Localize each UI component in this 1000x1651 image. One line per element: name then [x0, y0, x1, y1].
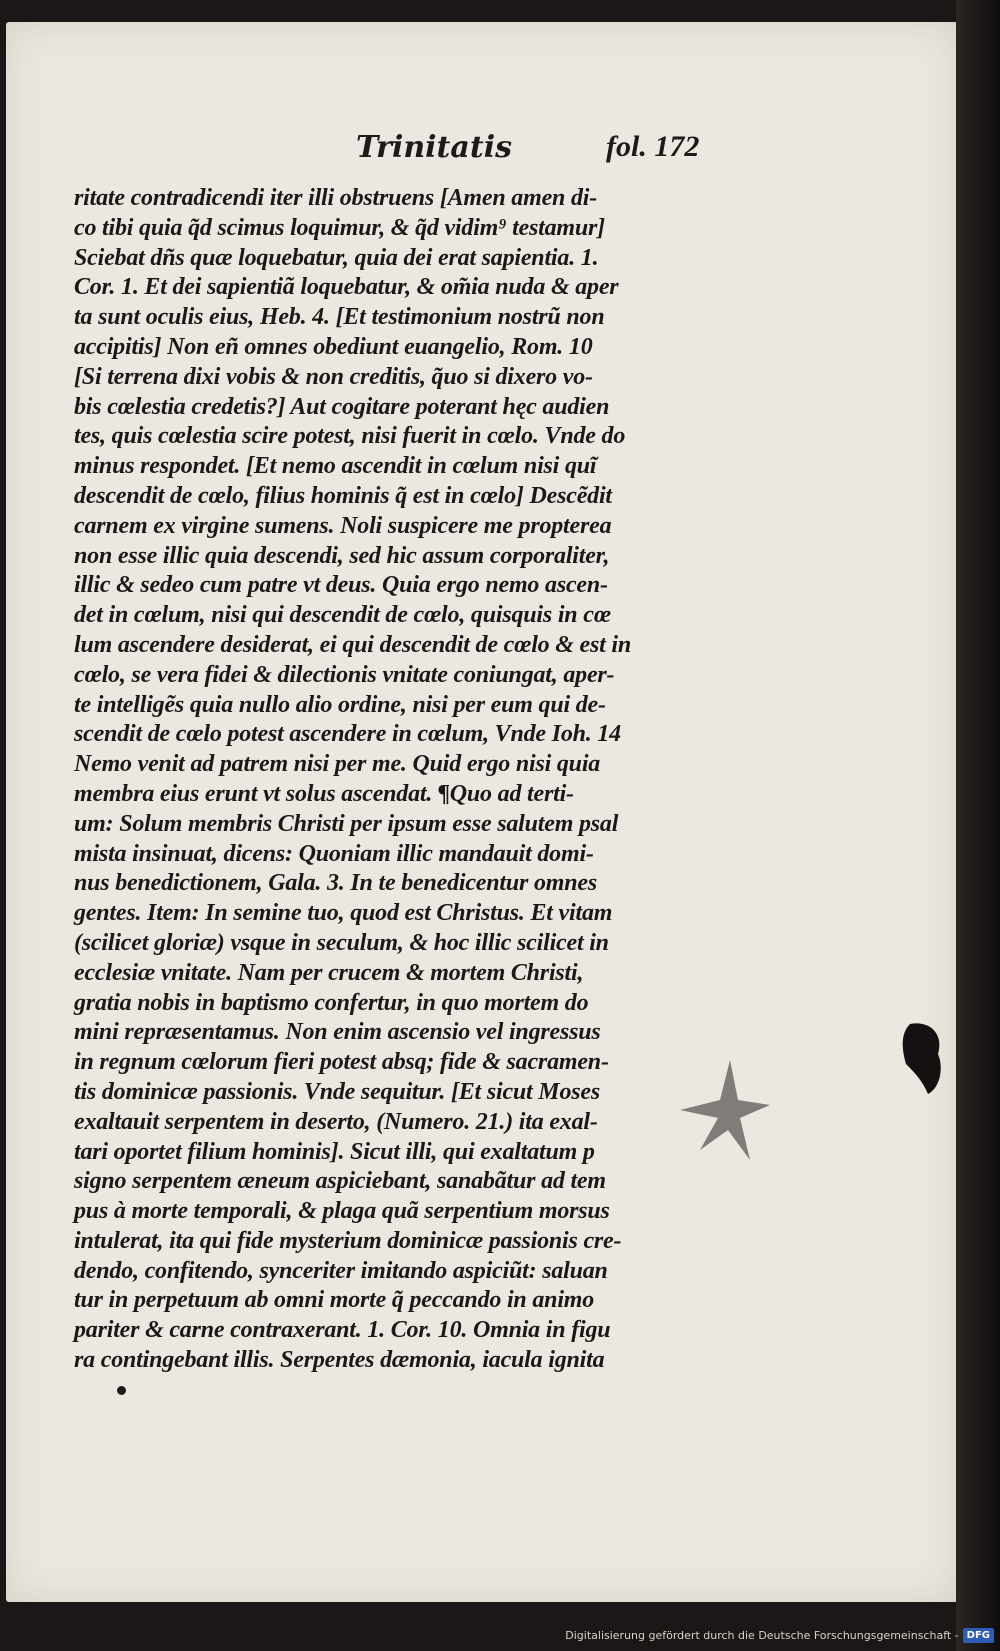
text-line: [Si terrena dixi vobis & non creditis, q̃uo si dixero vo-	[74, 363, 593, 390]
text-line: mini repræsentamus. Non enim ascensio vel ingressus	[74, 1019, 601, 1046]
text-line: non esse illic quia descendi, sed hic assum corporaliter,	[74, 542, 610, 569]
text-line: scendit de cœlo potest ascendere in cœlum, Vnde Ioh. 14	[74, 721, 621, 748]
text-line: tur in perpetuum ab omni morte q̃ peccando in animo	[74, 1287, 595, 1314]
text-line: te intelligẽs quia nullo alio ordine, nisi per eum qui de-	[74, 691, 606, 718]
text-line: ra contingebant illis. Serpentes dæmonia, iacula ignita	[74, 1347, 605, 1374]
text-line: lum ascendere desiderat, ei qui descendit de cœlo & est in	[74, 631, 632, 658]
text-line: tis dominicæ passionis. Vnde sequitur. [Et sicut Moses	[74, 1078, 600, 1105]
text-line: cœlo, se vera fidei & dilectionis vnitate coniungat, aper-	[74, 661, 615, 688]
running-head-title: Trinitatis	[356, 130, 512, 165]
text-line: mista insinuat, dicens: Quoniam illic mandauit domi-	[74, 840, 594, 867]
text-line: pus à morte temporali, & plaga quã serpentium morsus	[74, 1198, 610, 1225]
book-edge	[956, 0, 1000, 1651]
text-line: det in cœlum, nisi qui descendit de cœlo, quisquis in cœ	[74, 602, 611, 629]
ink-blot	[900, 1020, 946, 1096]
text-line: co tibi quia q̃d scimus loquimur, & q̃d vidim⁹ testamur]	[74, 214, 605, 241]
text-line: descendit de cœlo, filius hominis q̃ est in cœlo] Descẽdit	[74, 482, 612, 509]
text-line: ta sunt oculis eius, Heb. 4. [Et testimonium nostrũ non	[74, 304, 605, 331]
text-line: membra eius erunt vt solus ascendat. ¶Quo ad terti-	[74, 780, 574, 807]
text-line: ecclesiæ vnitate. Nam per crucem & mortem Christi,	[74, 959, 584, 986]
ink-dot	[117, 1386, 126, 1395]
dfg-logo: DFG	[963, 1628, 994, 1643]
text-line: Sciebat dñs quæ loquebatur, quia dei erat sapientia. 1.	[74, 244, 599, 271]
text-line: tes, quis cœlestia scire potest, nisi fuerit in cœlo. Vnde do	[74, 423, 626, 450]
text-line: signo serpentem æneum aspiciebant, sanabãtur ad tem	[74, 1168, 606, 1195]
text-line: in regnum cœlorum fieri potest absq; fide & sacramen-	[74, 1049, 609, 1076]
footer-credit: Digitalisierung gefördert durch die Deutsche Forschungsgemeinschaft -	[565, 1628, 959, 1642]
digitization-footer	[565, 1625, 994, 1645]
text-line: carnem ex virgine sumens. Noli suspicere me propterea	[74, 512, 612, 539]
text-line: minus respondet. [Et nemo ascendit in cœlum nisi quĩ	[74, 453, 597, 480]
text-line: exaltauit serpentem in deserto, (Numero. 21.) ita exal-	[74, 1108, 598, 1135]
ink-stain	[660, 1040, 800, 1190]
text-line: um: Solum membris Christi per ipsum esse salutem psal	[74, 810, 619, 837]
running-head	[6, 130, 958, 170]
text-line: dendo, confitendo, synceriter imitando aspiciũt: saluan	[74, 1257, 608, 1284]
text-line: bis cœlestia credetis?] Aut cogitare poterant hęc audien	[74, 393, 610, 420]
text-line: accipitis] Non eñ omnes obediunt euangelio, Rom. 10	[74, 333, 593, 360]
text-line: ritate contradicendi iter illi obstruens [Amen amen di-	[74, 185, 598, 211]
text-line: nus benedictionem, Gala. 3. In te benedicentur omnes	[74, 870, 597, 897]
text-line: pariter & carne contraxerant. 1. Cor. 10. Omnia in figu	[74, 1317, 611, 1344]
text-line: tari oportet filium hominis]. Sicut illi, qui exaltatum p	[74, 1138, 595, 1165]
text-line: illic & sedeo cum patre vt deus. Quia ergo nemo ascen-	[74, 572, 608, 599]
text-line: Cor. 1. Et dei sapientiã loquebatur, & om̃ia nuda & aper	[74, 274, 619, 301]
text-line: (scilicet gloriæ) vsque in seculum, & hoc illic scilicet in	[74, 929, 609, 956]
folio-number: fol. 172	[606, 130, 700, 163]
body-text	[74, 184, 754, 1376]
text-line: gratia nobis in baptismo confertur, in quo mortem do	[74, 989, 589, 1016]
text-line: gentes. Item: In semine tuo, quod est Christus. Et vitam	[74, 900, 613, 927]
text-line: intulerat, ita qui fide mysterium dominicæ passionis cre-	[74, 1227, 622, 1254]
book-page	[6, 22, 958, 1602]
text-line: Nemo venit ad patrem nisi per me. Quid ergo nisi quia	[74, 751, 601, 778]
